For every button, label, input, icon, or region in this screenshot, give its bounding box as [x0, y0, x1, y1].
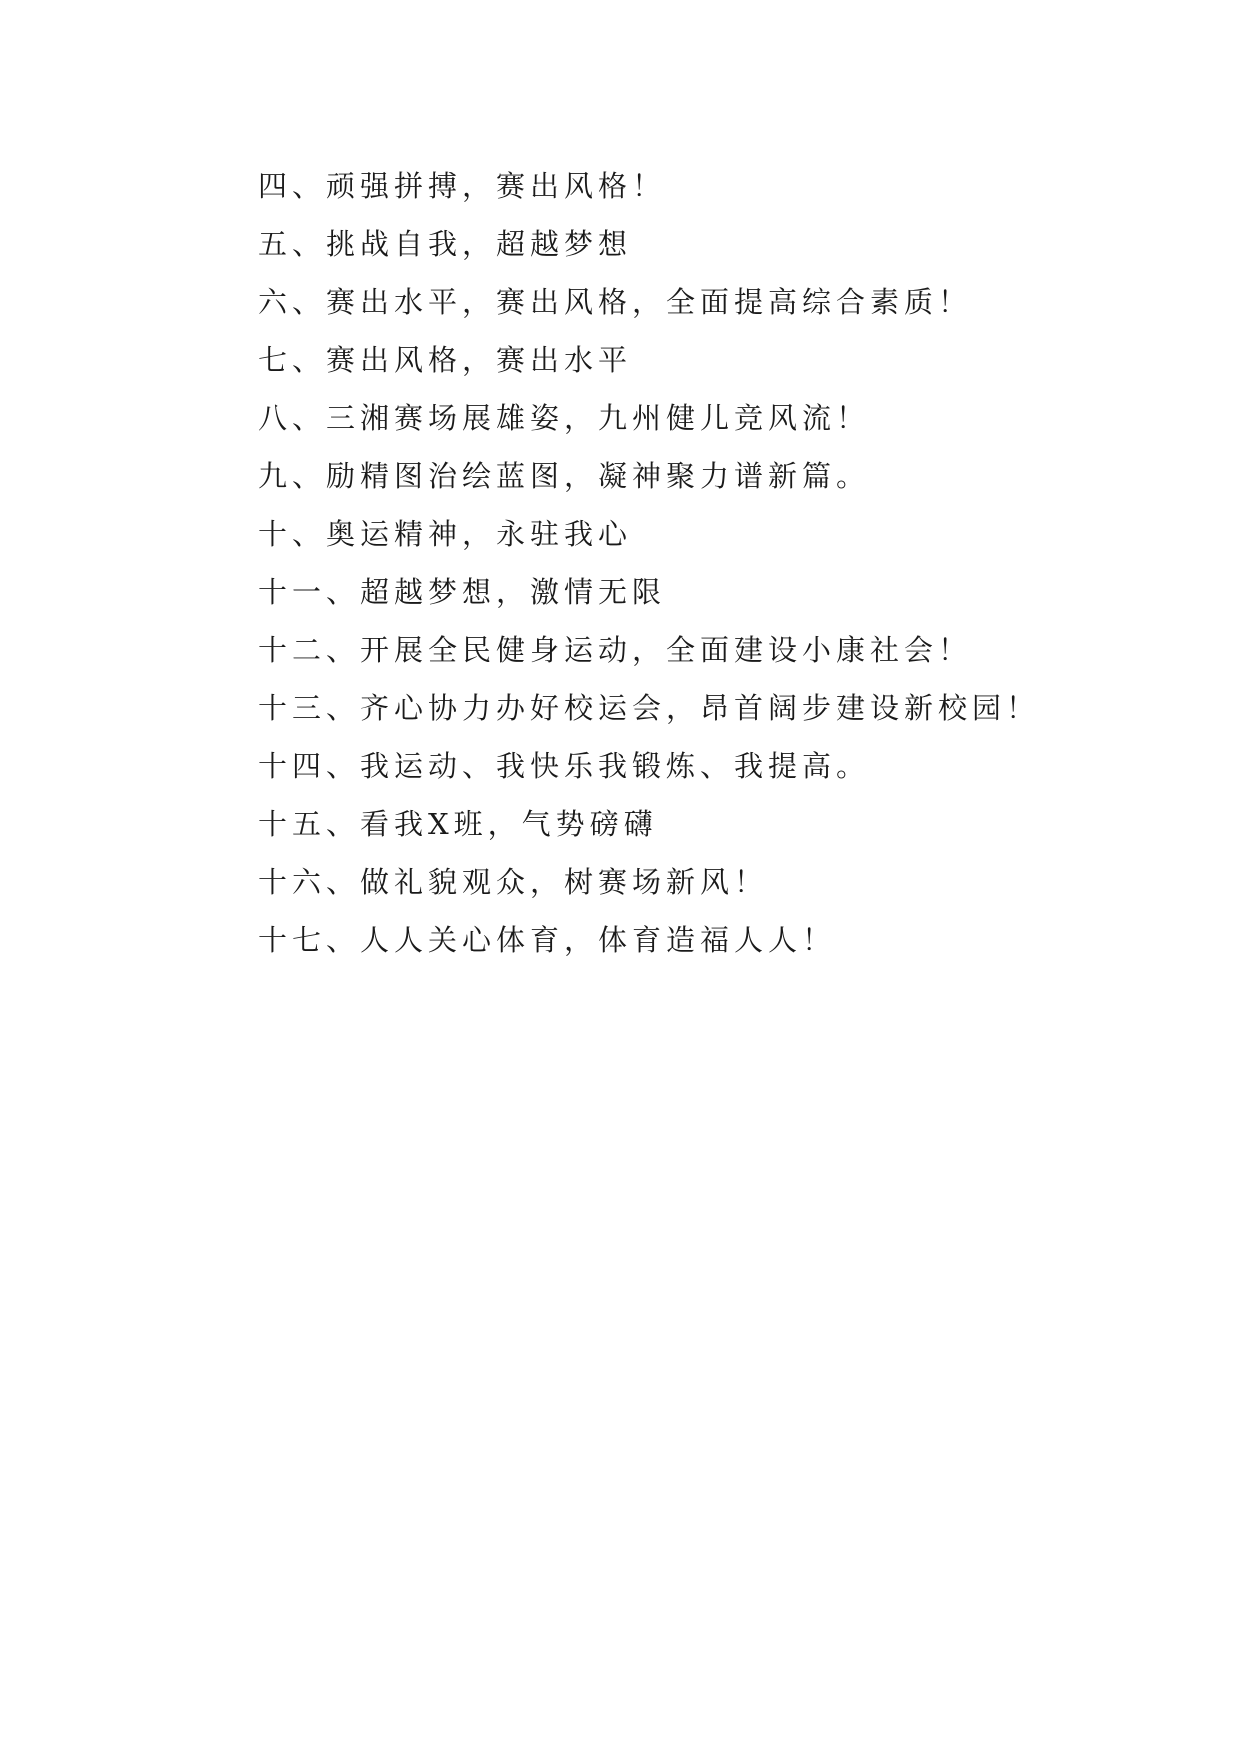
slogan-line: 十一、超越梦想，激情无限 — [258, 575, 667, 609]
slogan-line: 六、赛出水平，赛出风格，全面提高综合素质！ — [258, 285, 973, 319]
slogan-line: 十、奥运精神，永驻我心 — [258, 517, 633, 551]
slogan-line: 八、三湘赛场展雄姿，九州健儿竞风流！ — [258, 401, 871, 435]
slogan-line: 十三、齐心协力办好校运会，昂首阔步建设新校园！ — [258, 691, 1041, 725]
slogan-line: 十七、人人关心体育，体育造福人人！ — [258, 923, 837, 957]
slogan-line: 十二、开展全民健身运动，全面建设小康社会！ — [258, 633, 973, 667]
slogan-line: 四、顽强拼搏，赛出风格！ — [258, 169, 667, 203]
slogan-list — [258, 157, 1158, 969]
slogan-line: 五、挑战自我，超越梦想 — [258, 227, 633, 261]
slogan-line: 十六、做礼貌观众，树赛场新风！ — [258, 865, 769, 899]
slogan-line: 七、赛出风格，赛出水平 — [258, 343, 633, 377]
slogan-line: 十四、我运动、我快乐我锻炼、我提高。 — [258, 749, 871, 783]
slogan-line: 十五、看我X班，气势磅礴 — [258, 807, 658, 841]
slogan-line: 九、励精图治绘蓝图，凝神聚力谱新篇。 — [258, 459, 871, 493]
